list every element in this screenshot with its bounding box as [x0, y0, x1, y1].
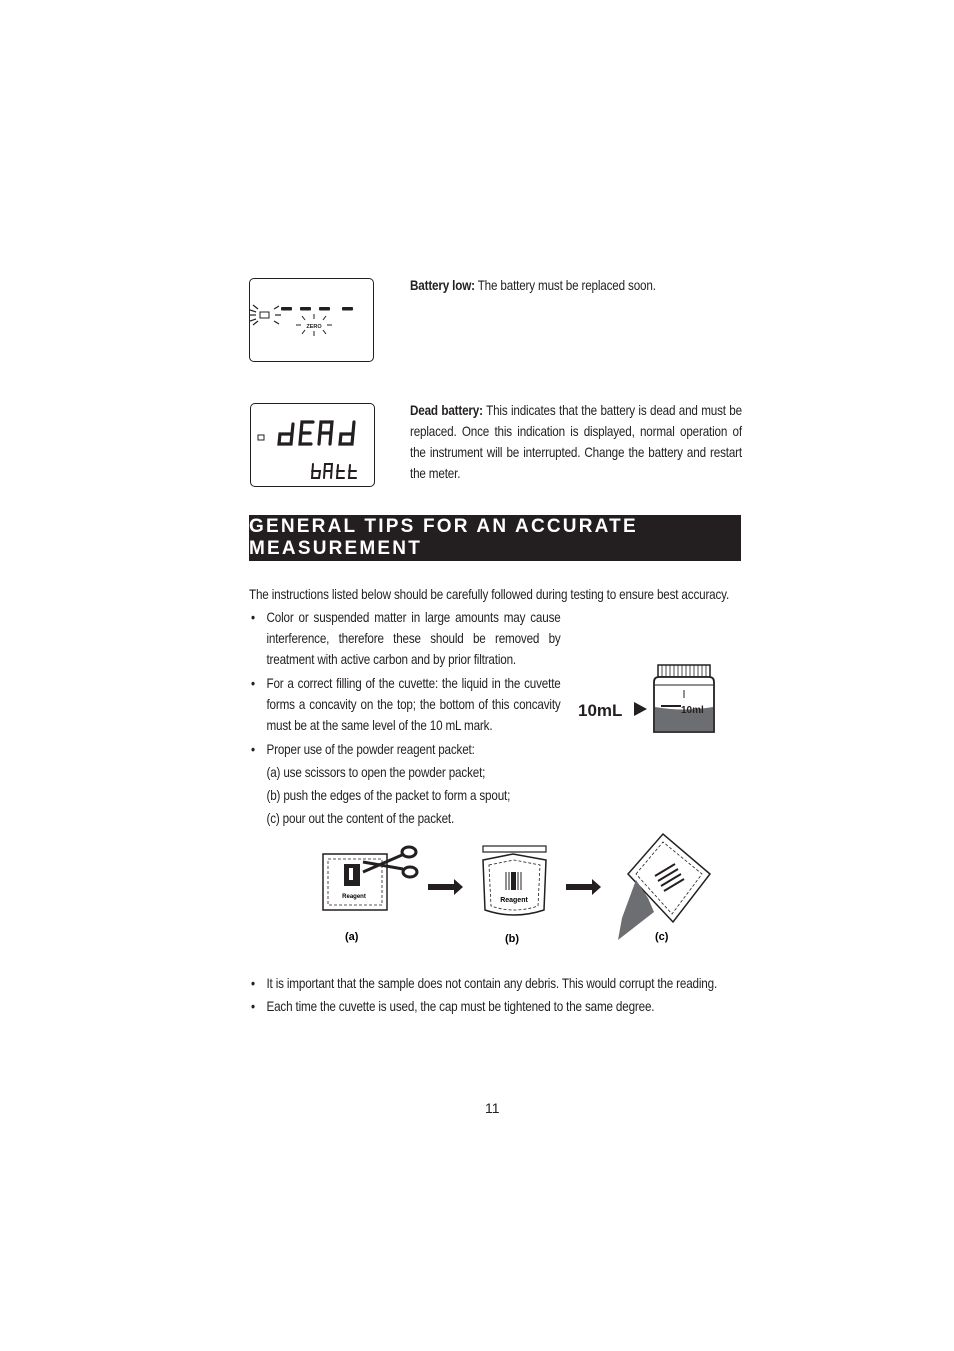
dead-battery-lcd-graphic: [251, 404, 374, 486]
list-item: [251, 973, 767, 994]
packet-b: [483, 846, 546, 915]
dashes-display: [281, 307, 353, 311]
list-item: [251, 996, 767, 1017]
cuvette-figure: [575, 662, 720, 737]
figure-label-b: (b): [505, 933, 520, 945]
dead-battery-title: Dead battery:: [410, 403, 483, 418]
figure-label-a: (a): [345, 931, 359, 943]
dead-battery-description: [410, 400, 742, 484]
step-item: (a) use scissors to open the powder packet;: [266, 765, 486, 780]
battery-low-description: [410, 275, 744, 296]
step-item: (b) push the edges of the packet to form a spout;: [266, 788, 511, 803]
battery-icon: [258, 435, 264, 440]
battery-low-title: Battery low:: [410, 278, 475, 293]
section-banner: [249, 515, 741, 561]
bullet-dot: •: [251, 976, 255, 991]
tip-text: Color or suspended matter in large amounts may cause interference, therefore these should be removed by treatment with active carbon and by prior filtration.: [266, 610, 561, 667]
intro-paragraph: The instructions listed below should be carefully followed during testing to ensure best accuracy.: [249, 587, 730, 602]
packet-a: [323, 854, 387, 910]
arrow-right-icon: [566, 879, 601, 895]
cuvette-graphic: [575, 662, 720, 737]
battery-blink-icon: [250, 305, 281, 325]
packet-c: [618, 834, 710, 940]
tips-list: [251, 607, 561, 829]
arrow-right-icon: [634, 702, 647, 716]
list-item: [251, 673, 561, 736]
reagent-packet-figure: [318, 832, 718, 947]
bullet-dot: •: [251, 676, 255, 691]
bullet-dot: •: [251, 999, 255, 1014]
tip-text: It is important that the sample does not contain any debris. This would corrupt the reading.: [266, 976, 718, 991]
cuvette-arrow-label: 10mL: [578, 701, 623, 720]
tip-text: Proper use of the powder reagent packet:: [266, 742, 475, 757]
cuvette-mark-label: 10ml: [681, 705, 704, 716]
dead-segments: [279, 422, 354, 444]
battery-low-text: The battery must be replaced soon.: [474, 278, 656, 293]
reagent-packet-graphic: [318, 832, 718, 947]
packet-b-reagent: Reagent: [500, 897, 528, 904]
batt-segments: [312, 464, 356, 478]
bullet-dot: •: [251, 742, 255, 757]
figure-label-c: (c): [655, 931, 669, 943]
arrow-right-icon: [428, 879, 463, 895]
list-item: [251, 607, 561, 670]
tip-text: Each time the cuvette is used, the cap must be tightened to the same degree.: [266, 999, 655, 1014]
battery-low-display: [249, 278, 374, 362]
bullet-dot: •: [251, 610, 255, 625]
section-title: GENERAL TIPS FOR AN ACCURATE MEASUREMENT: [249, 516, 638, 559]
page-number: 11: [485, 1100, 500, 1116]
list-item: [251, 739, 561, 760]
bottom-tips-list: [251, 973, 767, 1017]
dead-battery-display: [250, 403, 375, 487]
step-item: (c) pour out the content of the packet.: [266, 811, 455, 826]
packet-a-reagent: Reagent: [342, 894, 366, 900]
battery-low-lcd-graphic: [250, 279, 373, 361]
dead-battery-text: This indicates that the battery is dead and must be replaced. Once this indication is displayed, normal operation of the instrument will be interrupted. Change the battery and restart the meter.: [410, 403, 742, 481]
zero-label: ZERO: [306, 324, 322, 330]
tip-text: For a correct filling of the cuvette: the liquid in the cuvette forms a concavity on the top; the bottom of this concavity must be at the same level of the 10 mL mark.: [266, 676, 561, 733]
